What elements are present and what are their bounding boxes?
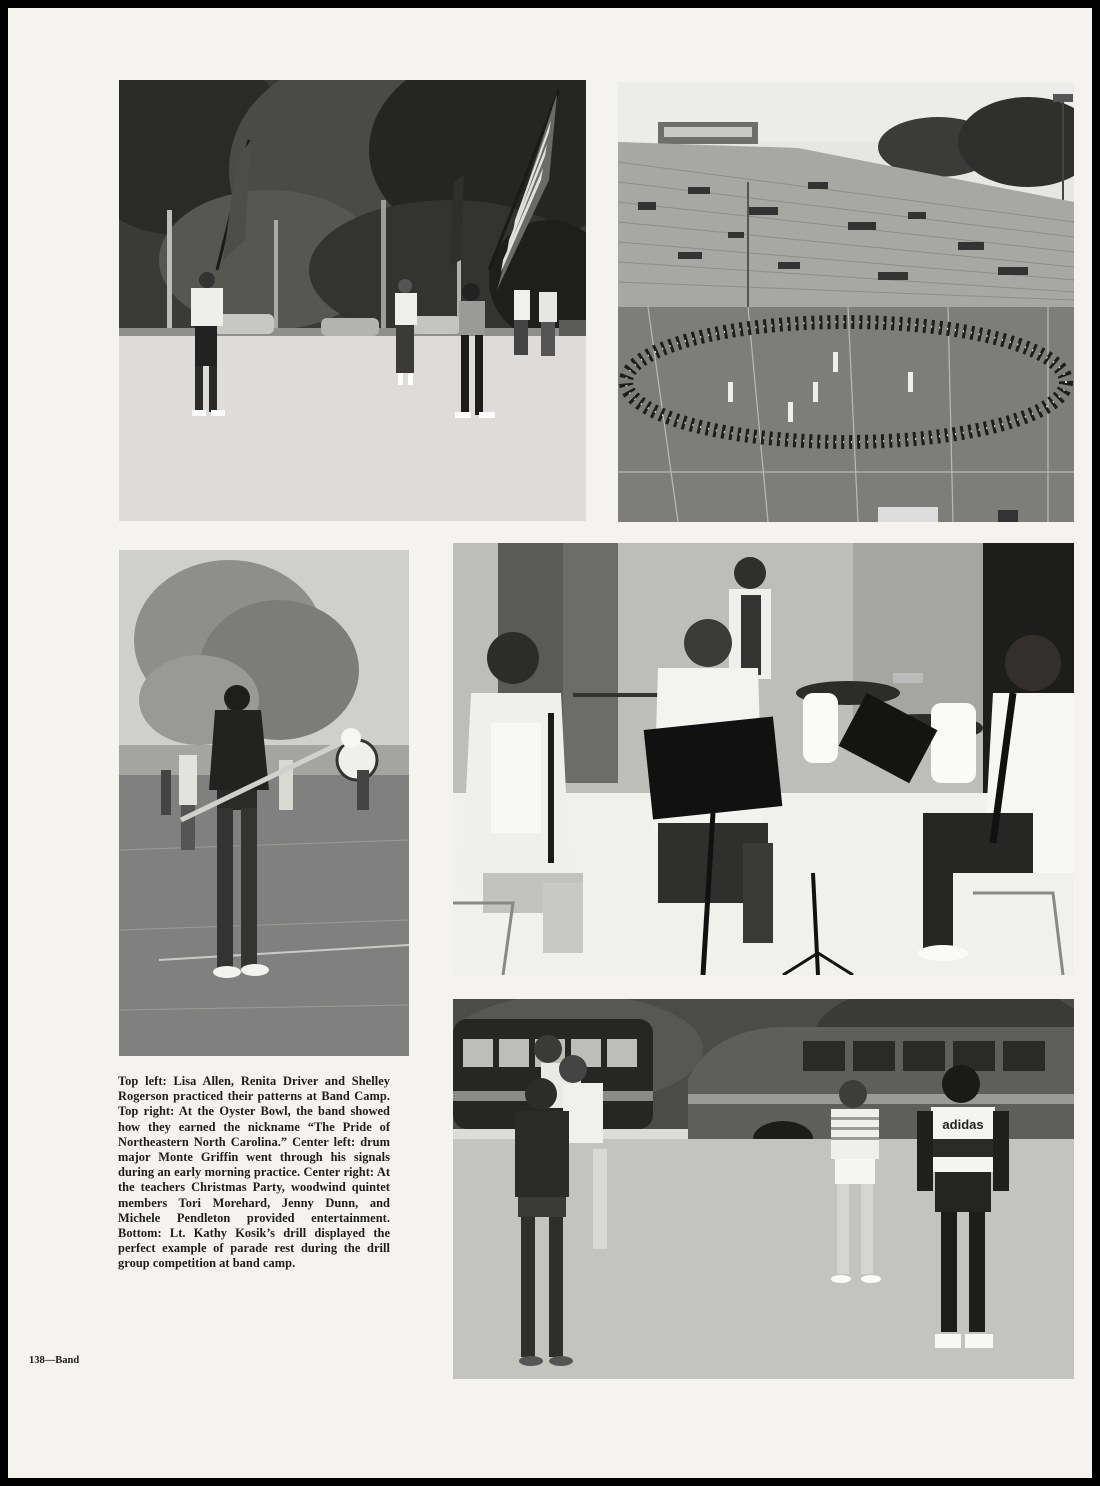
- photo-woodwind-quintet: [453, 543, 1074, 975]
- yearbook-page: [8, 8, 1092, 1478]
- photo-stadium-band-formation: [618, 82, 1074, 522]
- photo-captions: Top left: Lisa Allen, Renita Driver and Shelley Rogerson practiced their patterns at Band Camp. Top right: At the Oyster Bowl, the band showed how they earned the nickname “The Pride of Northeastern North Carolina.” Center left: drum major Monte Griffin went through his signals during an early morning practice. Center right: At the teachers Christmas Party, woodwind quintet members Tori Morehard, Jenny Dunn, and Michele Pendleton provided entertainment. Bottom: Lt. Kathy Kosik’s drill displayed the perfect example of parade rest during the drill group competition at band camp.: [118, 1074, 390, 1271]
- shirt-logo-text: adidas: [942, 1117, 984, 1132]
- photo-flag-practice: [119, 80, 586, 521]
- page-folio: 138—Band: [29, 1355, 80, 1366]
- photo-drum-major: [119, 550, 409, 1056]
- photo-drill-parade-rest: [453, 999, 1074, 1379]
